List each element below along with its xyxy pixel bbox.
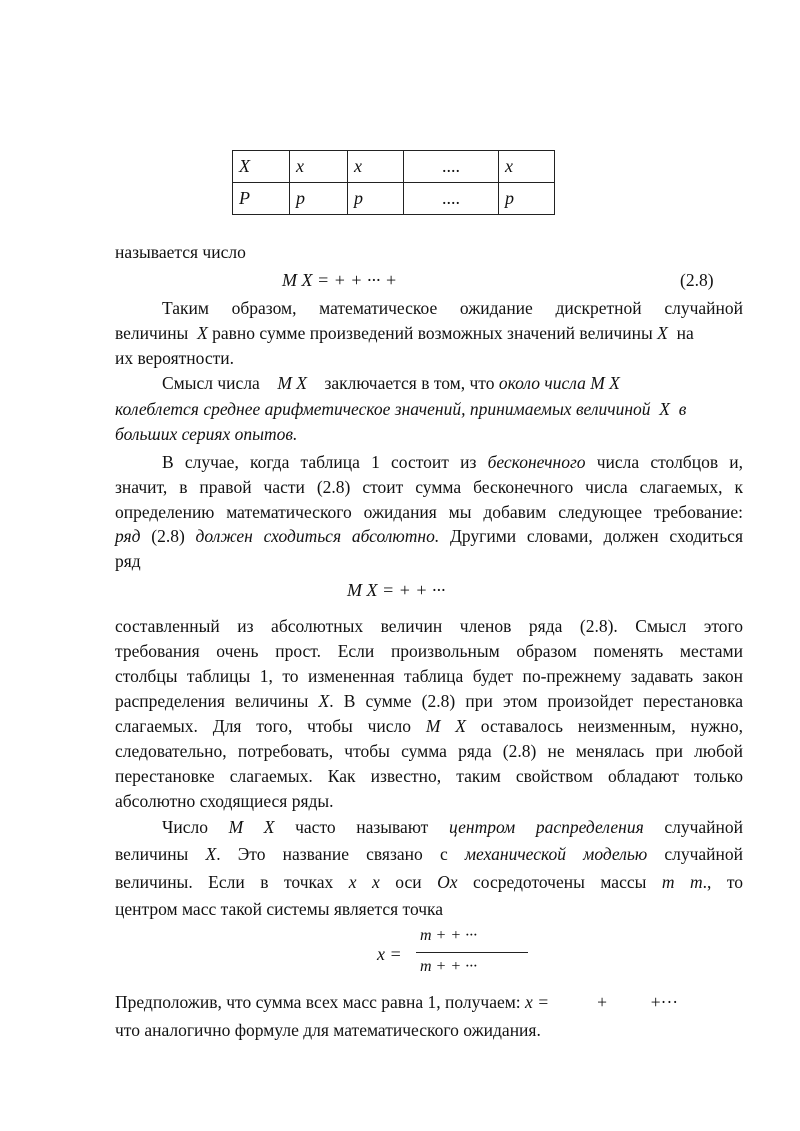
formula-2-8: M X = + + ··· +: [282, 270, 398, 290]
text-span: Число: [162, 817, 208, 837]
italic-span: должен сходиться абсолютно.: [195, 526, 440, 546]
math-span: +···: [650, 992, 679, 1012]
text-span: величины. Если в точках: [115, 872, 334, 892]
italic-span: около числа: [498, 373, 586, 393]
math-span: X: [657, 323, 668, 343]
text-span: часто называют: [295, 817, 429, 837]
distribution-table: [232, 150, 555, 215]
text-span: . В сумме (2.8) при этом произойдет перестановка: [329, 691, 744, 711]
text-span: распределения величины: [115, 691, 309, 711]
text-line: требования очень прост. Если произвольным образом поменять местами: [115, 641, 743, 661]
table-row: [233, 183, 555, 215]
text-line: столбцы таблицы 1, то измененная таблица будет по-прежнему задавать закон: [115, 666, 743, 686]
text-line: [115, 524, 743, 548]
text-span: величины: [115, 323, 189, 343]
text-line: центром масс такой системы является точка: [115, 899, 444, 919]
text-line: определению математического ожидания мы добавим следующее требование:: [115, 502, 743, 522]
math-span: x x: [348, 872, 380, 892]
text-span: оставалось неизменным, нужно,: [480, 716, 744, 736]
math-span: M X: [425, 716, 466, 736]
text-line: [115, 870, 743, 894]
table-row: [233, 151, 555, 183]
text-line: [162, 450, 743, 474]
math-span: X: [659, 399, 670, 419]
text-span: случайной: [664, 844, 744, 864]
text-span: величины: [115, 844, 189, 864]
text-line: называется число: [115, 242, 246, 262]
text-line: следовательно, потребовать, чтобы сумма ряда (2.8) не менялась при любой: [115, 741, 743, 761]
formula-abs-series: M X = + + ···: [347, 580, 446, 600]
table-cell: x: [290, 151, 348, 183]
text-line: [115, 714, 743, 738]
text-span: . Это название связано с: [216, 844, 448, 864]
text-line: ряд: [115, 551, 141, 571]
math-span: M X: [590, 373, 620, 393]
text-span: на: [676, 323, 694, 343]
formula-center-lhs: x =: [377, 944, 402, 964]
text-line: [115, 397, 743, 421]
italic-span: бесконечного: [487, 452, 586, 472]
table-cell: x: [499, 151, 555, 183]
text-line: [162, 371, 743, 395]
text-line: [115, 689, 743, 713]
table-cell: ....: [404, 151, 499, 183]
text-span: слагаемых. Для того, чтобы число: [115, 716, 412, 736]
italic-span: в: [678, 399, 687, 419]
text-span: В случае, когда таблица 1 состоит из: [162, 452, 477, 472]
text-line: больших сериях опытов.: [115, 424, 298, 444]
text-line: составленный из абсолютных величин членов ряда (2.8). Смысл этого: [115, 616, 743, 636]
text-line: [162, 815, 743, 839]
text-line: их вероятности.: [115, 348, 234, 368]
italic-span: центром распределения: [448, 817, 644, 837]
italic-span: механической моделью: [464, 844, 648, 864]
text-span: ., то: [702, 872, 744, 892]
text-span: (2.8): [151, 526, 185, 546]
text-line: что аналогично формуле для математического ожидания.: [115, 1020, 541, 1040]
fraction-bar: [416, 952, 528, 953]
math-span: X: [205, 844, 217, 864]
math-span: X: [318, 691, 330, 711]
math-span: m m: [661, 872, 703, 892]
text-line: [115, 321, 743, 345]
text-span: Смысл числа: [162, 373, 260, 393]
text-line: [115, 990, 743, 1014]
italic-span: ряд: [115, 526, 141, 546]
math-span: x =: [525, 992, 549, 1012]
formula-center-denominator: m + + ···: [420, 958, 478, 975]
math-span: M X: [228, 817, 275, 837]
text-line: значит, в правой части (2.8) стоит сумма бесконечного числа слагаемых, к: [115, 477, 743, 497]
table-cell: ....: [404, 183, 499, 215]
text-span: случайной: [664, 817, 743, 837]
italic-span: колеблется среднее арифметическое значений, принимаемых величиной: [115, 399, 651, 419]
text-span: Предположив, что сумма всех масс равна 1, получаем:: [115, 992, 521, 1012]
text-span: равно сумме произведений возможных значений величины: [212, 323, 653, 343]
equation-number: (2.8): [680, 270, 714, 290]
text-span: оси: [395, 872, 422, 892]
math-span: +: [597, 992, 607, 1012]
math-span: M X: [277, 373, 307, 393]
text-line: перестановке слагаемых. Как известно, таким свойством обладают только: [115, 766, 743, 786]
table-cell: p: [290, 183, 348, 215]
text-span: числа столбцов и,: [596, 452, 744, 472]
math-span: X: [197, 323, 208, 343]
table-cell: P: [233, 183, 290, 215]
text-line: абсолютно сходящиеся ряды.: [115, 791, 334, 811]
table-cell: p: [499, 183, 555, 215]
text-span: сосредоточены массы: [473, 872, 647, 892]
table-cell: x: [348, 151, 404, 183]
formula-center-numerator: m + + ···: [420, 927, 478, 944]
table-cell: X: [233, 151, 290, 183]
text-span: заключается в том, что: [324, 373, 495, 393]
table-cell: p: [348, 183, 404, 215]
italic-span: Ox: [437, 872, 458, 892]
text-span: Другими словами, должен сходиться: [449, 526, 743, 546]
text-line: [115, 842, 743, 866]
text-line: Таким образом, математическое ожидание дискретной случайной: [162, 298, 743, 318]
